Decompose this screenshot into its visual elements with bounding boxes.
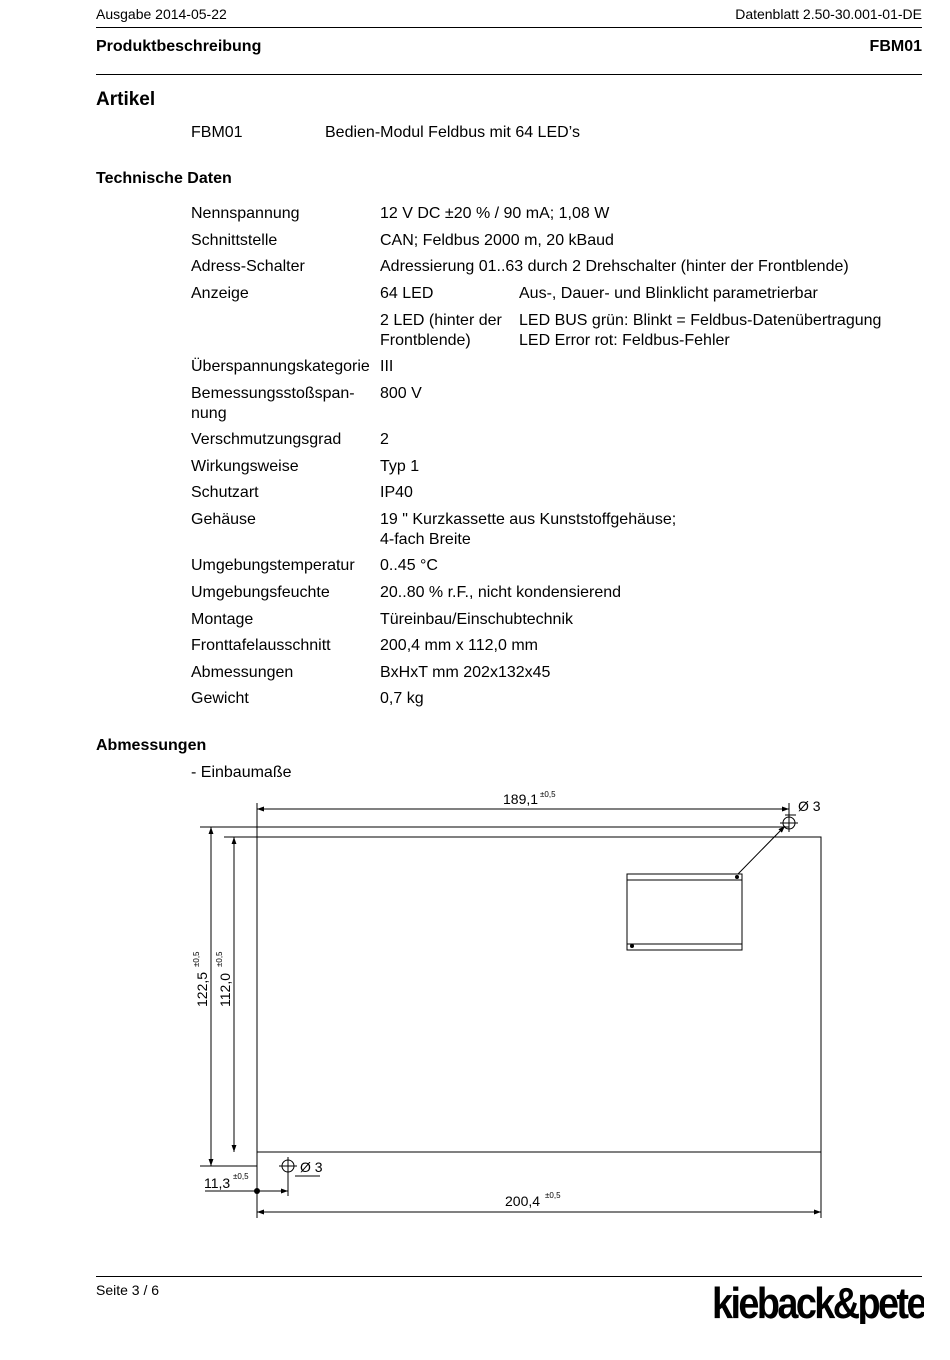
dim-top-tolerance: ±0,5 <box>540 790 556 799</box>
spec-label: Bemessungsstoßspan- nung <box>191 385 355 422</box>
spec-label: Umgebungsfeuchte <box>191 584 330 601</box>
spec-value: BxHxT mm 202x132x45 <box>380 664 551 681</box>
spec-value: III <box>380 358 394 375</box>
page-number: Seite 3 / 6 <box>96 1282 160 1298</box>
spec-value: 20..80 % r.F., nicht kondensierend <box>380 584 622 601</box>
spec-value-detail: Aus-, Dauer- und Blinklicht parametrierbar <box>519 285 818 302</box>
dim-height-inner-tolerance: ±0,5 <box>215 951 224 967</box>
spec-label: Schnittstelle <box>191 232 278 249</box>
dim-height-outer-tolerance: ±0,5 <box>192 951 201 967</box>
artikel-code: FBM01 <box>191 124 243 141</box>
spec-value-detail: LED BUS grün: Blinkt = Feldbus-Datenübertragung LED Error rot: Feldbus-Fehler <box>519 312 882 349</box>
hole-bottom-left <box>279 1157 297 1175</box>
spec-label: Gewicht <box>191 690 249 707</box>
spec-label: Adress-Schalter <box>191 258 305 275</box>
spec-value: 0,7 kg <box>380 690 424 707</box>
spec-label: Nennspannung <box>191 205 300 222</box>
dim-bottom-tolerance: ±0,5 <box>545 1191 561 1200</box>
artikel-heading: Artikel <box>96 89 156 110</box>
logo-wordmark <box>712 1272 924 1324</box>
spec-label: Schutzart <box>191 484 259 501</box>
dim-bottom-value: 200,4 <box>505 1193 541 1209</box>
spec-value: 19 " Kurzkassette aus Kunststoffgehäuse; 4-fach Breite <box>380 511 677 548</box>
spec-value: Typ 1 <box>380 458 420 475</box>
dim-height-inner-value: 112,0 <box>217 973 233 1007</box>
hole-top-label: Ø 3 <box>798 798 821 814</box>
dim-top-value: 189,1 <box>503 791 539 807</box>
spec-value: CAN; Feldbus 2000 m, 20 kBaud <box>380 232 614 249</box>
front-panel-cutout <box>257 837 821 1152</box>
dimensions-heading: Abmessungen <box>96 737 207 754</box>
spec-label: Umgebungstemperatur <box>191 557 355 574</box>
company-logo <box>712 1272 924 1329</box>
datasheet-number: Datenblatt 2.50-30.001-01-DE <box>735 6 922 22</box>
spec-value: 0..45 °C <box>380 557 438 574</box>
spec-value: 2 LED (hinter der Frontblende) <box>380 312 502 349</box>
hole-top-right <box>780 814 798 832</box>
logo-text: kieback&peter <box>712 1278 924 1324</box>
spec-label: Fronttafelausschnitt <box>191 637 331 654</box>
spec-value: Adressierung 01..63 durch 2 Drehschalter (hinter der Frontblende) <box>380 258 849 275</box>
spec-value: 64 LED <box>380 285 434 302</box>
spec-label: Montage <box>191 611 254 628</box>
spec-value: 800 V <box>380 385 422 402</box>
technical-heading: Technische Daten <box>96 170 232 187</box>
spec-value: IP40 <box>380 484 413 501</box>
spec-label: Gehäuse <box>191 511 256 528</box>
spec-value: Türeinbau/Einschubtechnik <box>380 611 574 628</box>
spec-label: Wirkungsweise <box>191 458 299 475</box>
display-window <box>627 874 742 950</box>
section-title: Produktbeschreibung <box>96 38 262 55</box>
spec-label: Überspannungskategorie <box>191 358 370 375</box>
product-code: FBM01 <box>869 38 922 55</box>
issue-date: Ausgabe 2014-05-22 <box>96 6 227 22</box>
spec-label: Anzeige <box>191 285 249 302</box>
spec-value: 2 <box>380 431 389 448</box>
hole-bottom-label: Ø 3 <box>300 1159 323 1175</box>
spec-label: Verschmutzungsgrad <box>191 431 342 448</box>
spec-label: Abmessungen <box>191 664 294 681</box>
dim-offset-value: 11,3 <box>204 1175 231 1191</box>
spec-value: 12 V DC ±20 % / 90 mA; 1,08 W <box>380 205 610 222</box>
dim-height-outer-value: 122,5 <box>194 971 210 1007</box>
artikel-description: Bedien-Modul Feldbus mit 64 LED’s <box>325 124 580 141</box>
spec-value: 200,4 mm x 112,0 mm <box>380 637 538 654</box>
dim-offset-tolerance: ±0,5 <box>233 1172 249 1181</box>
dimensions-subheading: - Einbaumaße <box>191 764 292 781</box>
